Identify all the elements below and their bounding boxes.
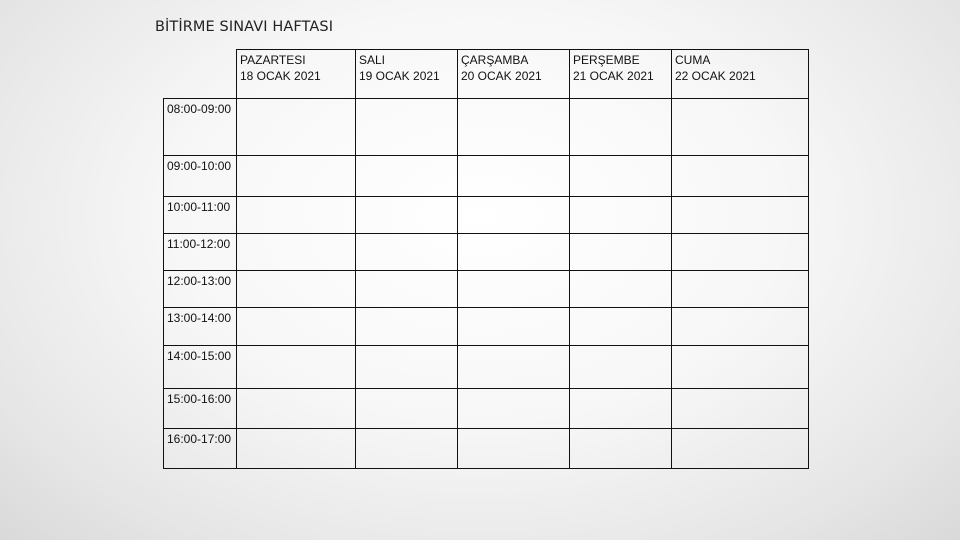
schedule-cell[interactable] xyxy=(356,271,458,308)
time-row xyxy=(164,308,809,346)
schedule-cell[interactable] xyxy=(570,99,672,156)
day-header-wednesday xyxy=(458,50,570,99)
time-label: 14:00-15:00 xyxy=(167,349,232,363)
day-header-friday xyxy=(672,50,809,99)
schedule-cell[interactable] xyxy=(570,156,672,197)
time-cell xyxy=(164,156,237,197)
exam-schedule-table xyxy=(163,49,809,469)
time-label: 09:00-10:00 xyxy=(167,159,232,173)
schedule-cell[interactable] xyxy=(237,99,356,156)
day-name: SALI xyxy=(359,53,386,67)
schedule-cell[interactable] xyxy=(458,389,570,429)
day-header-monday xyxy=(237,50,356,99)
time-row xyxy=(164,346,809,389)
day-name: PERŞEMBE xyxy=(573,53,640,67)
schedule-cell[interactable] xyxy=(458,429,570,469)
schedule-cell[interactable] xyxy=(356,99,458,156)
schedule-cell[interactable] xyxy=(672,197,809,234)
time-row xyxy=(164,234,809,271)
time-cell xyxy=(164,99,237,156)
day-header-tuesday xyxy=(356,50,458,99)
time-label: 15:00-16:00 xyxy=(167,392,232,406)
time-cell xyxy=(164,234,237,271)
schedule-cell[interactable] xyxy=(237,308,356,346)
time-label: 16:00-17:00 xyxy=(167,432,232,446)
schedule-cell[interactable] xyxy=(237,271,356,308)
schedule-cell[interactable] xyxy=(672,156,809,197)
schedule-cell[interactable] xyxy=(458,271,570,308)
time-row xyxy=(164,429,809,469)
schedule-cell[interactable] xyxy=(458,99,570,156)
schedule-cell[interactable] xyxy=(356,156,458,197)
time-row xyxy=(164,99,809,156)
schedule-cell[interactable] xyxy=(672,389,809,429)
day-date: 18 OCAK 2021 xyxy=(240,69,321,83)
schedule-cell[interactable] xyxy=(237,234,356,271)
time-cell xyxy=(164,429,237,469)
schedule-cell[interactable] xyxy=(672,308,809,346)
corner-cell xyxy=(164,50,237,99)
schedule-cell[interactable] xyxy=(570,346,672,389)
schedule-cell[interactable] xyxy=(356,308,458,346)
schedule-cell[interactable] xyxy=(237,197,356,234)
schedule-cell[interactable] xyxy=(458,308,570,346)
time-cell xyxy=(164,308,237,346)
time-label: 12:00-13:00 xyxy=(167,274,232,288)
schedule-cell[interactable] xyxy=(570,308,672,346)
schedule-cell[interactable] xyxy=(672,234,809,271)
schedule-cell[interactable] xyxy=(570,234,672,271)
schedule-cell[interactable] xyxy=(672,429,809,469)
time-label: 13:00-14:00 xyxy=(167,311,232,325)
schedule-cell[interactable] xyxy=(458,234,570,271)
slide-title: BİTİRME SINAVI HAFTASI xyxy=(155,19,334,35)
time-cell xyxy=(164,389,237,429)
day-date: 19 OCAK 2021 xyxy=(359,69,440,83)
day-name: PAZARTESI xyxy=(240,53,306,67)
schedule-cell[interactable] xyxy=(237,346,356,389)
header-row xyxy=(164,50,809,99)
time-cell xyxy=(164,271,237,308)
schedule-cell[interactable] xyxy=(356,429,458,469)
time-row xyxy=(164,389,809,429)
day-date: 20 OCAK 2021 xyxy=(461,69,542,83)
schedule-cell[interactable] xyxy=(458,346,570,389)
time-cell xyxy=(164,197,237,234)
schedule-cell[interactable] xyxy=(570,429,672,469)
time-row xyxy=(164,197,809,234)
day-header-thursday xyxy=(570,50,672,99)
schedule-cell[interactable] xyxy=(672,99,809,156)
schedule-cell[interactable] xyxy=(570,389,672,429)
time-row xyxy=(164,156,809,197)
schedule-cell[interactable] xyxy=(237,429,356,469)
schedule-cell[interactable] xyxy=(570,197,672,234)
schedule-cell[interactable] xyxy=(570,271,672,308)
schedule-cell[interactable] xyxy=(237,389,356,429)
schedule-cell[interactable] xyxy=(356,234,458,271)
day-name: ÇARŞAMBA xyxy=(461,53,529,67)
schedule-cell[interactable] xyxy=(672,271,809,308)
time-cell xyxy=(164,346,237,389)
time-label: 08:00-09:00 xyxy=(167,102,232,116)
schedule-cell[interactable] xyxy=(458,197,570,234)
schedule-cell[interactable] xyxy=(356,197,458,234)
schedule-cell[interactable] xyxy=(458,156,570,197)
day-date: 22 OCAK 2021 xyxy=(675,69,756,83)
time-label: 11:00-12:00 xyxy=(167,237,231,251)
schedule-cell[interactable] xyxy=(237,156,356,197)
schedule-cell[interactable] xyxy=(672,346,809,389)
day-date: 21 OCAK 2021 xyxy=(573,69,654,83)
schedule-cell[interactable] xyxy=(356,346,458,389)
time-row xyxy=(164,271,809,308)
day-name: CUMA xyxy=(675,53,711,67)
schedule-cell[interactable] xyxy=(356,389,458,429)
time-label: 10:00-11:00 xyxy=(167,200,231,214)
